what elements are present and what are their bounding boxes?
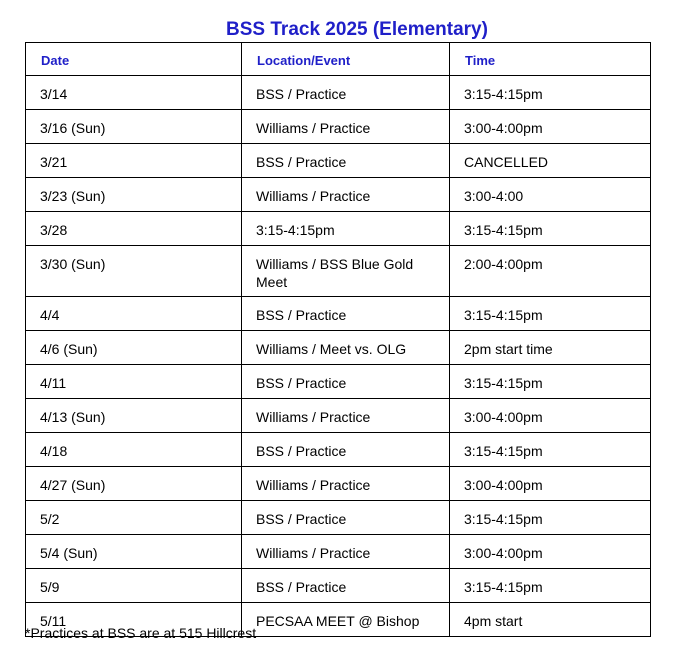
- table-row: [26, 399, 651, 433]
- date-cell: 4/18: [26, 433, 242, 467]
- date-cell: 5/4 (Sun): [26, 535, 242, 569]
- date-cell: 3/23 (Sun): [26, 178, 242, 212]
- table-row: [26, 110, 651, 144]
- time-cell: 3:00-4:00pm: [450, 110, 651, 144]
- column-header-date: Date: [26, 43, 242, 76]
- event-cell: BSS / Practice: [242, 144, 450, 178]
- date-cell: 4/27 (Sun): [26, 467, 242, 501]
- page-title: BSS Track 2025 (Elementary): [226, 19, 488, 40]
- time-cell: 3:00-4:00pm: [450, 467, 651, 501]
- time-cell: 3:00-4:00: [450, 178, 651, 212]
- event-cell: Williams / Practice: [242, 178, 450, 212]
- date-cell: 3/28: [26, 212, 242, 246]
- table-row: [26, 144, 651, 178]
- table-row: [26, 433, 651, 467]
- event-cell: BSS / Practice: [242, 365, 450, 399]
- time-cell: 3:15-4:15pm: [450, 297, 651, 331]
- schedule-table: [25, 42, 651, 637]
- date-cell: 3/14: [26, 76, 242, 110]
- footnote: *Practices at BSS are at 515 Hillcrest: [25, 625, 257, 641]
- event-cell: BSS / Practice: [242, 297, 450, 331]
- event-cell: Williams / Practice: [242, 535, 450, 569]
- time-cell: 3:15-4:15pm: [450, 76, 651, 110]
- event-cell: BSS / Practice: [242, 76, 450, 110]
- table-row: [26, 535, 651, 569]
- time-cell: 3:00-4:00pm: [450, 535, 651, 569]
- table-row: [26, 297, 651, 331]
- table-row: [26, 569, 651, 603]
- date-cell: 5/9: [26, 569, 242, 603]
- time-cell: 3:15-4:15pm: [450, 569, 651, 603]
- event-cell: 3:15-4:15pm: [242, 212, 450, 246]
- event-cell: Williams / Practice: [242, 110, 450, 144]
- event-cell: Williams / Practice: [242, 399, 450, 433]
- event-cell: Williams / BSS Blue Gold Meet: [242, 246, 450, 297]
- date-cell: 3/21: [26, 144, 242, 178]
- time-cell: 2pm start time: [450, 331, 651, 365]
- time-cell: 3:15-4:15pm: [450, 212, 651, 246]
- time-cell: 3:00-4:00pm: [450, 399, 651, 433]
- table-row: [26, 178, 651, 212]
- date-cell: 4/13 (Sun): [26, 399, 242, 433]
- table-row: [26, 501, 651, 535]
- event-cell: Williams / Meet vs. OLG: [242, 331, 450, 365]
- date-cell: 5/11: [26, 603, 242, 637]
- table-row: [26, 331, 651, 365]
- event-cell: BSS / Practice: [242, 501, 450, 535]
- date-cell: 3/30 (Sun): [26, 246, 242, 297]
- column-header-time: Time: [450, 43, 651, 76]
- event-cell: BSS / Practice: [242, 569, 450, 603]
- event-cell: BSS / Practice: [242, 433, 450, 467]
- table-row: [26, 467, 651, 501]
- table-row: [26, 212, 651, 246]
- table-row: [26, 365, 651, 399]
- table-header-row: [26, 43, 651, 76]
- time-cell: 3:15-4:15pm: [450, 365, 651, 399]
- time-cell: 3:15-4:15pm: [450, 433, 651, 467]
- time-cell: 2:00-4:00pm: [450, 246, 651, 297]
- date-cell: 4/11: [26, 365, 242, 399]
- table-row: [26, 246, 651, 297]
- table-row: [26, 76, 651, 110]
- time-cell: 3:15-4:15pm: [450, 501, 651, 535]
- date-cell: 4/6 (Sun): [26, 331, 242, 365]
- date-cell: 5/2: [26, 501, 242, 535]
- event-cell: Williams / Practice: [242, 467, 450, 501]
- time-cell: CANCELLED: [450, 144, 651, 178]
- column-header-location-event: Location/Event: [242, 43, 450, 76]
- time-cell: 4pm start: [450, 603, 651, 637]
- date-cell: 3/16 (Sun): [26, 110, 242, 144]
- event-cell: PECSAA MEET @ Bishop: [242, 603, 450, 637]
- date-cell: 4/4: [26, 297, 242, 331]
